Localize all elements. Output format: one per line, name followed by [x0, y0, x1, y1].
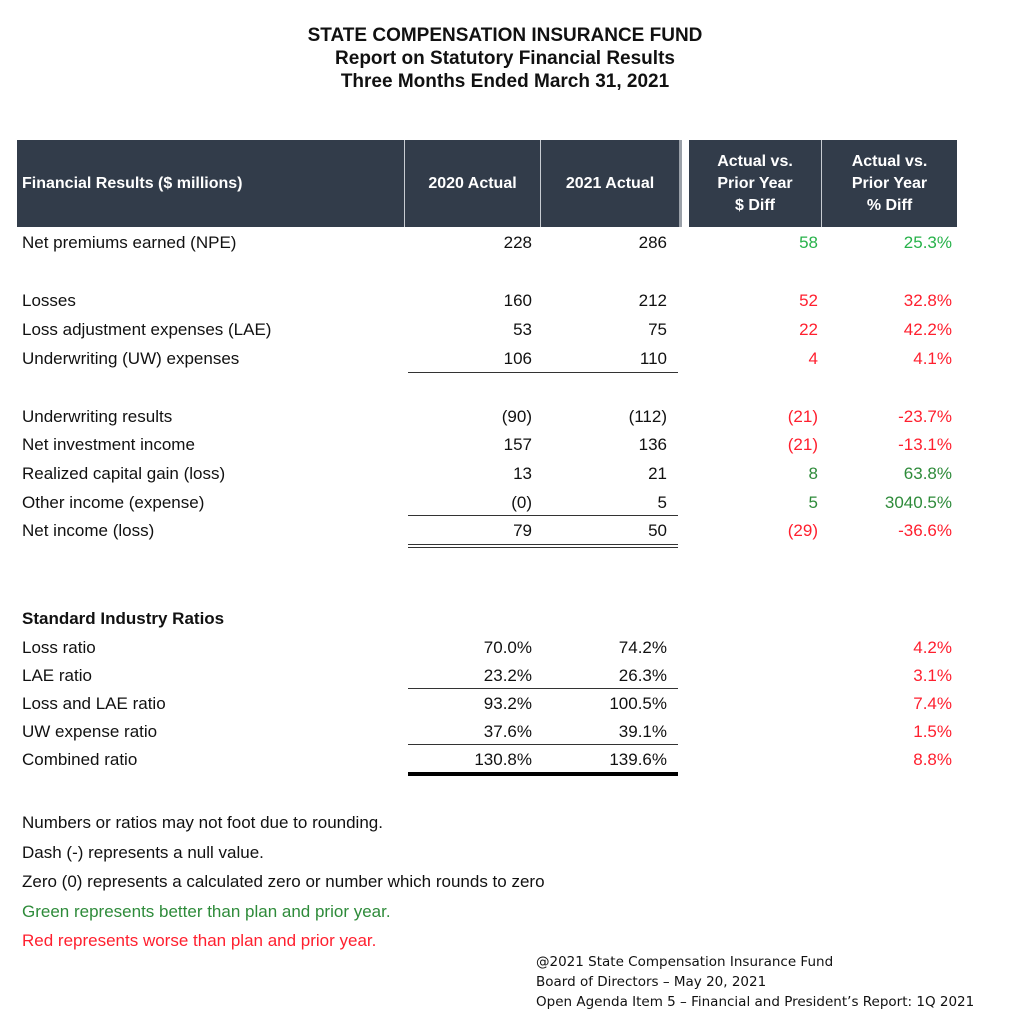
cell-value: 52 — [799, 291, 818, 310]
row-label: UW expense ratio — [22, 722, 158, 741]
ratio-row — [0, 690, 1010, 718]
row-label: Loss and LAE ratio — [22, 694, 166, 713]
ratio-row — [0, 634, 1010, 662]
header-2021: 2021 Actual — [565, 174, 655, 192]
cell-value: 110 — [639, 349, 667, 368]
cell-value: (21) — [787, 435, 818, 454]
cell-value: 1.5% — [913, 722, 952, 741]
table-row — [0, 229, 1010, 257]
row-label: Losses — [22, 291, 76, 310]
cell-value: 58 — [799, 233, 818, 252]
subtotal-line — [408, 688, 678, 689]
cell-value: 42.2% — [903, 320, 952, 339]
cell-value: -13.1% — [898, 435, 952, 454]
cell-value: 5 — [657, 493, 667, 512]
cell-value: (21) — [787, 407, 818, 426]
cell-value: -23.7% — [898, 407, 952, 426]
table-row — [0, 403, 1010, 431]
note-green: Green represents better than plan and prior year. — [22, 901, 391, 921]
header-label: Financial Results ($ millions) — [17, 140, 405, 227]
cell-value: 3040.5% — [884, 493, 952, 512]
row-label: Net premiums earned (NPE) — [22, 233, 237, 252]
total-double-line — [408, 544, 678, 548]
cell-value: 228 — [503, 233, 532, 252]
cell-value: 50 — [648, 521, 667, 540]
cell-value: 4 — [808, 349, 818, 368]
cell-value: 13 — [513, 464, 532, 483]
table-header-right — [689, 140, 957, 227]
footer-board: Board of Directors – May 20, 2021 — [536, 974, 767, 990]
cell-value: 130.8% — [474, 750, 532, 769]
cell-value: 3.1% — [913, 666, 952, 685]
table-row — [0, 517, 1010, 545]
row-label: LAE ratio — [22, 666, 92, 685]
subtotal-line — [408, 515, 678, 516]
ratio-row — [0, 662, 1010, 690]
cell-value: 79 — [513, 521, 532, 540]
total-thick-line — [408, 772, 678, 776]
row-label: Combined ratio — [22, 750, 138, 769]
footnotes — [22, 808, 545, 956]
report-title — [0, 24, 1010, 93]
row-label: Realized capital gain (loss) — [22, 464, 226, 483]
cell-value: 4.1% — [913, 349, 952, 368]
note-red: Red represents worse than plan and prior year. — [22, 931, 377, 950]
table-header-left — [17, 140, 682, 227]
table-row — [0, 489, 1010, 517]
table-row — [0, 287, 1010, 315]
cell-value: 93.2% — [483, 694, 532, 713]
cell-value: 157 — [503, 435, 532, 454]
row-label: Net investment income — [22, 435, 195, 454]
cell-value: 25.3% — [903, 233, 952, 252]
ratios-heading — [0, 605, 1010, 633]
header-pct: Actual vs. Prior Year % Diff — [851, 152, 928, 214]
cell-value: 8 — [808, 464, 818, 483]
note-dash: Dash (-) represents a null value. — [22, 842, 264, 862]
title-period: Three Months Ended March 31, 2021 — [340, 71, 670, 92]
table-row — [0, 431, 1010, 459]
cell-value: 7.4% — [913, 694, 952, 713]
cell-value: 212 — [638, 291, 667, 310]
cell-value: 5 — [808, 493, 818, 512]
footer-agenda: Open Agenda Item 5 – Financial and President’s Report: 1Q 2021 — [536, 994, 975, 1010]
note-rounding: Numbers or ratios may not foot due to rounding. — [22, 813, 383, 832]
cell-value: 160 — [503, 291, 532, 310]
cell-value: 37.6% — [483, 722, 532, 741]
cell-value: (0) — [511, 493, 532, 512]
cell-value: 136 — [638, 435, 667, 454]
page-footer — [536, 952, 974, 1012]
cell-value: 100.5% — [609, 694, 667, 713]
row-label: Underwriting (UW) expenses — [22, 349, 240, 368]
header-2020: 2020 Actual — [405, 140, 541, 227]
cell-value: 63.8% — [903, 464, 952, 483]
note-zero: Zero (0) represents a calculated zero or number which rounds to zero — [22, 872, 545, 891]
cell-value: (29) — [787, 521, 818, 540]
title-org: STATE COMPENSATION INSURANCE FUND — [307, 25, 703, 46]
cell-value: 26.3% — [618, 666, 667, 685]
cell-value: -36.6% — [898, 521, 952, 540]
cell-value: 70.0% — [483, 638, 532, 657]
cell-value: 23.2% — [483, 666, 532, 685]
cell-value: 139.6% — [609, 750, 667, 769]
subtotal-line — [408, 744, 678, 745]
row-label: Underwriting results — [22, 407, 173, 426]
subtotal-line — [408, 372, 678, 373]
header-diff: Actual vs. Prior Year $ Diff — [689, 140, 822, 227]
cell-value: 8.8% — [913, 750, 952, 769]
table-row — [0, 460, 1010, 488]
cell-value: 22 — [799, 320, 818, 339]
cell-value: 286 — [638, 233, 667, 252]
row-label: Net income (loss) — [22, 521, 155, 540]
cell-value: 74.2% — [618, 638, 667, 657]
table-row — [0, 345, 1010, 373]
ratio-row — [0, 746, 1010, 774]
row-label: Other income (expense) — [22, 493, 205, 512]
row-label: Loss adjustment expenses (LAE) — [22, 320, 272, 339]
cell-value: 39.1% — [618, 722, 667, 741]
row-label: Standard Industry Ratios — [22, 609, 225, 628]
cell-value: 32.8% — [903, 291, 952, 310]
cell-value: 53 — [513, 320, 532, 339]
cell-value: 75 — [648, 320, 667, 339]
footer-copyright: @2021 State Compensation Insurance Fund — [536, 954, 834, 970]
cell-value: (112) — [628, 407, 667, 426]
cell-value: 21 — [648, 464, 667, 483]
table-row — [0, 316, 1010, 344]
ratio-row — [0, 718, 1010, 746]
cell-value: (90) — [501, 407, 532, 426]
row-label: Loss ratio — [22, 638, 96, 657]
cell-value: 4.2% — [913, 638, 952, 657]
cell-value: 106 — [503, 349, 532, 368]
title-report: Report on Statutory Financial Results — [335, 48, 675, 69]
